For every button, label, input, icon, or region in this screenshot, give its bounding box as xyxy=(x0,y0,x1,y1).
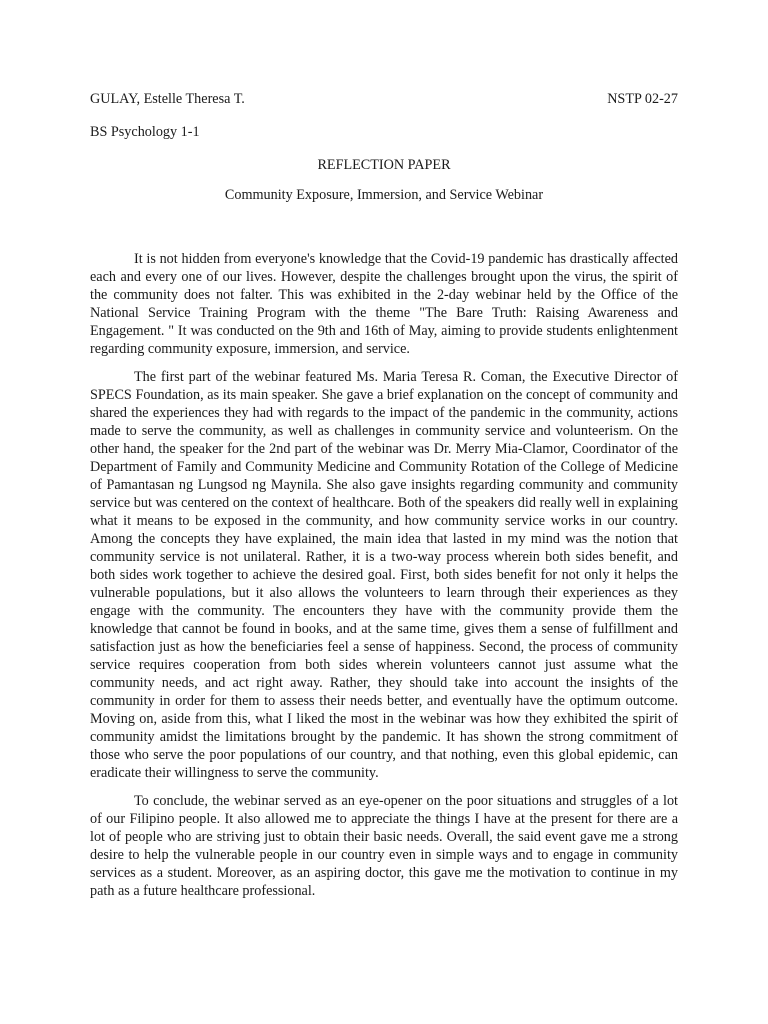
paragraph-intro: It is not hidden from everyone's knowledge that the Covid-19 pandemic has drastically affected each and every one of our lives. However, despite the challenges brought upon the virus, the spirit of the community does not falter. This was exhibited in the 2-day webinar held by the Office of the National Service Training Program with the theme "The Bare Truth: Raising Awareness and Engagement. " It was conducted on the 9th and 16th of May, aiming to provide students enlightenment regarding community exposure, immersion, and service. xyxy=(90,251,678,357)
paper-title: REFLECTION PAPER xyxy=(317,157,451,173)
course-label: BS Psychology 1-1 xyxy=(90,124,200,140)
author-name: GULAY, Estelle Theresa T. xyxy=(90,91,245,107)
paper-subtitle: Community Exposure, Immersion, and Service Webinar xyxy=(224,187,544,203)
section-code: NSTP 02-27 xyxy=(607,91,678,107)
document-page xyxy=(90,90,678,910)
header-row xyxy=(90,90,678,108)
paragraph-conclusion: To conclude, the webinar served as an eye-opener on the poor situations and struggles of a lot of our Filipino people. It also allowed me to appreciate the things I have at the present for there are a lot of people who are striving just to obtain their basic needs. Overall, the said event gave me a strong desire to help the vulnerable people in our country even in simple ways and to engage in community services as a student. Moreover, as an aspiring doctor, this gave me the motivation to continue in my path as a future healthcare professional. xyxy=(90,793,678,899)
paragraph-body: The first part of the webinar featured Ms. Maria Teresa R. Coman, the Executive Director of SPECS Foundation, as its main speaker. She gave a brief explanation on the concept of community and shared the experiences they had with regards to the impact of the pandemic in the community, actions made to serve the community, as well as challenges in community service and volunteerism. On the other hand, the speaker for the 2nd part of the webinar was Dr. Merry Mia-Clamor, Coordinator of the Department of Family and Community Medicine and Community Rotation of the College of Medicine of Pamantasan ng Lungsod ng Maynila. She also gave insights regarding community and community service but was centered on the context of healthcare. Both of the speakers did really well in explaining what it means to be exposed in the community, and how community service works in our country. Among the concepts they have explained, the main idea that lasted in my mind was the notion that community service is not unilateral. Rather, it is a two-way process wherein both sides benefit, and both sides work together to achieve the desired goal. First, both sides benefit for not only it helps the vulnerable populations, but it also allows the volunteers to learn through their experiences as they engage with the community. The encounters they have with the community provide them the knowledge that cannot be found in books, and at the same time, gives them a sense of fulfillment and satisfaction just as how the beneficiaries feel a sense of happiness. Second, the process of community service requires cooperation from both sides wherein volunteers cannot just assume what the community needs, and act right away. Rather, they should take into account the insights of the community in order for them to assess their needs better, and eventually have the optimum outcome. Moving on, aside from this, what I liked the most in the webinar was how they exhibited the spirit of community amidst the limitations brought by the pandemic. It has shown the strong commitment of those who serve the poor populations of our country, and that nothing, even this global epidemic, can eradicate their willingness to serve the community. xyxy=(90,369,678,781)
